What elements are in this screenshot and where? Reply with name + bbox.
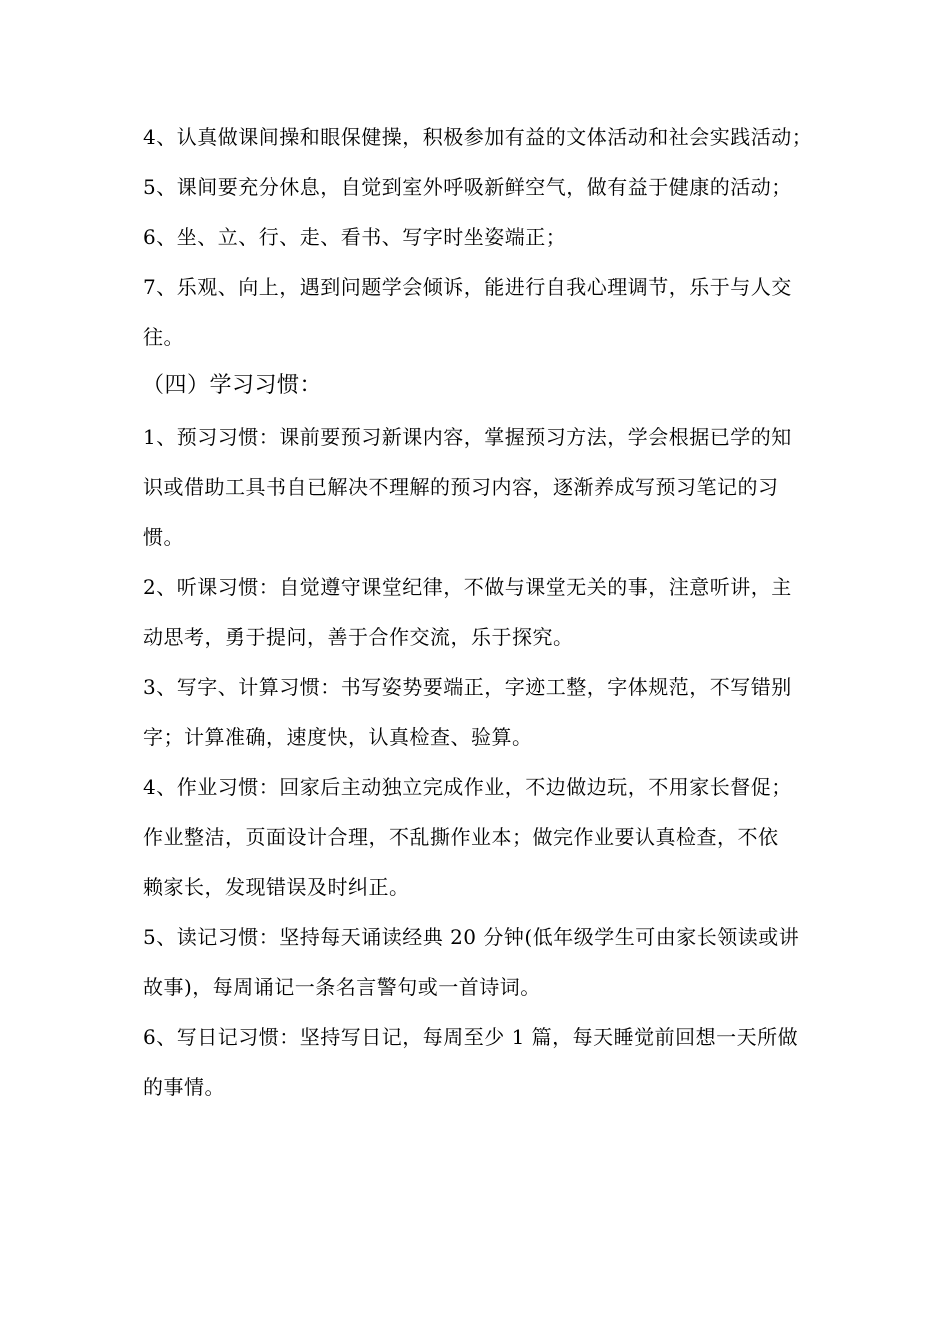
paragraph-line: 作业整洁，页面设计合理，不乱撕作业本；做完作业要认真检查，不依 — [143, 825, 779, 849]
paragraph-line: 7、乐观、向上，遇到问题学会倾诉，能进行自我心理调节，乐于与人交 — [143, 275, 792, 299]
paragraph-line: 6、坐、立、行、走、看书、写字时坐姿端正； — [143, 225, 567, 249]
paragraph-line: 4、作业习惯：回家后主动独立完成作业，不边做边玩，不用家长督促； — [143, 775, 792, 799]
paragraph-line: 赖家长，发现错误及时纠正。 — [143, 875, 410, 899]
paragraph-line: 3、写字、计算习惯：书写姿势要端正，字迹工整，字体规范，不写错别 — [143, 675, 792, 699]
paragraph-line: 的事情。 — [143, 1075, 225, 1099]
paragraph-line: 字；计算准确，速度快，认真检查、验算。 — [143, 725, 533, 749]
paragraph-line: 往。 — [143, 325, 184, 349]
paragraph-line: 5、读记习惯：坚持每天诵读经典 20 分钟(低年级学生可由家长领读或讲 — [143, 925, 800, 949]
paragraph-line: 1、预习习惯：课前要预习新课内容，掌握预习方法，学会根据已学的知 — [143, 425, 792, 449]
paragraph-line: 动思考，勇于提问，善于合作交流，乐于探究。 — [143, 625, 574, 649]
paragraph-line: 4、认真做课间操和眼保健操，积极参加有益的文体活动和社会实践活动； — [143, 125, 813, 149]
paragraph-line: 识或借助工具书自已解决不理解的预习内容，逐渐养成写预习笔记的习 — [143, 475, 779, 499]
paragraph-line: 惯。 — [143, 525, 184, 549]
paragraph-line: 5、课间要充分休息，自觉到室外呼吸新鲜空气，做有益于健康的活动； — [143, 175, 792, 199]
paragraph-line: 2、听课习惯：自觉遵守课堂纪律，不做与课堂无关的事，注意听讲，主 — [143, 575, 792, 599]
section-heading: （四）学习习惯： — [142, 373, 323, 398]
paragraph-line: 6、写日记习惯：坚持写日记，每周至少 1 篇，每天睡觉前回想一天所做 — [143, 1025, 799, 1049]
paragraph-line: 故事)，每周诵记一条名言警句或一首诗词。 — [143, 975, 541, 999]
